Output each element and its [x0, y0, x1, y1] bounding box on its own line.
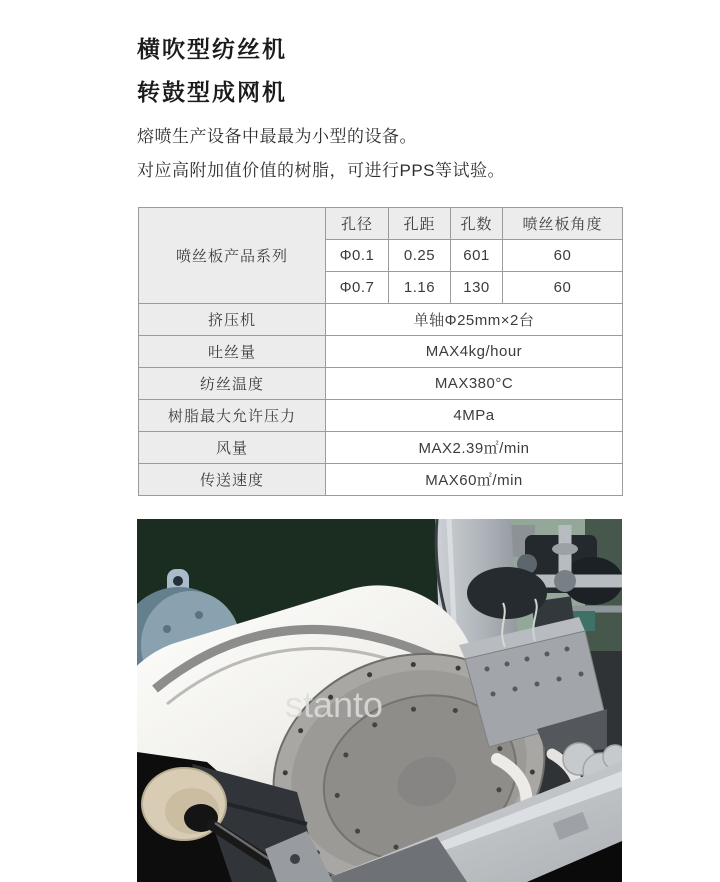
spec-table — [138, 207, 623, 496]
row-label-conveyor-speed: 传送速度 — [139, 464, 326, 496]
photo-watermark: stanto — [285, 684, 384, 725]
page-title-line-1: 横吹型纺丝机 — [137, 36, 287, 62]
cell-value: 60 — [503, 240, 623, 272]
cell-value-max-resin-pressure: 4MPa — [326, 400, 623, 432]
row-label-extruder: 挤压机 — [139, 304, 326, 336]
table-row — [139, 432, 623, 464]
page-title-line-2: 转鼓型成网机 — [137, 79, 287, 105]
cell-value: 60 — [503, 272, 623, 304]
machine-photo-illustration — [137, 519, 622, 882]
row-label-max-resin-pressure: 树脂最大允许压力 — [139, 400, 326, 432]
col-header-hole-count: 孔数 — [451, 208, 503, 240]
col-header-hole-diameter: 孔径 — [326, 208, 389, 240]
row-label-nozzle-series: 喷丝板产品系列 — [139, 208, 326, 304]
cell-value-conveyor-speed: MAX60㎡/min — [326, 464, 623, 496]
cell-value: Φ0.7 — [326, 272, 389, 304]
cell-value: 0.25 — [389, 240, 451, 272]
cell-value-output: MAX4kg/hour — [326, 336, 623, 368]
table-row — [139, 400, 623, 432]
cell-value: 130 — [451, 272, 503, 304]
table-row — [139, 464, 623, 496]
description-line-2: 对应高附加值价值的树脂，可进行PPS等试验。 — [137, 161, 506, 180]
machine-photo — [137, 519, 622, 882]
row-label-spinning-temp: 纺丝温度 — [139, 368, 326, 400]
cell-value-spinning-temp: MAX380°C — [326, 368, 623, 400]
table-row — [139, 368, 623, 400]
row-label-airflow: 风量 — [139, 432, 326, 464]
description — [137, 120, 505, 188]
col-header-hole-pitch: 孔距 — [389, 208, 451, 240]
table-row — [139, 336, 623, 368]
table-row — [139, 208, 623, 240]
page-title — [137, 28, 287, 114]
cell-value: Φ0.1 — [326, 240, 389, 272]
cell-value-airflow: MAX2.39㎡/min — [326, 432, 623, 464]
row-label-output: 吐丝量 — [139, 336, 326, 368]
table-row — [139, 304, 623, 336]
cell-value: 601 — [451, 240, 503, 272]
description-line-1: 熔喷生产设备中最最为小型的设备。 — [137, 127, 417, 146]
col-header-plate-angle: 喷丝板角度 — [503, 208, 623, 240]
cell-value: 1.16 — [389, 272, 451, 304]
cell-value-extruder: 单轴Φ25mm×2台 — [326, 304, 623, 336]
